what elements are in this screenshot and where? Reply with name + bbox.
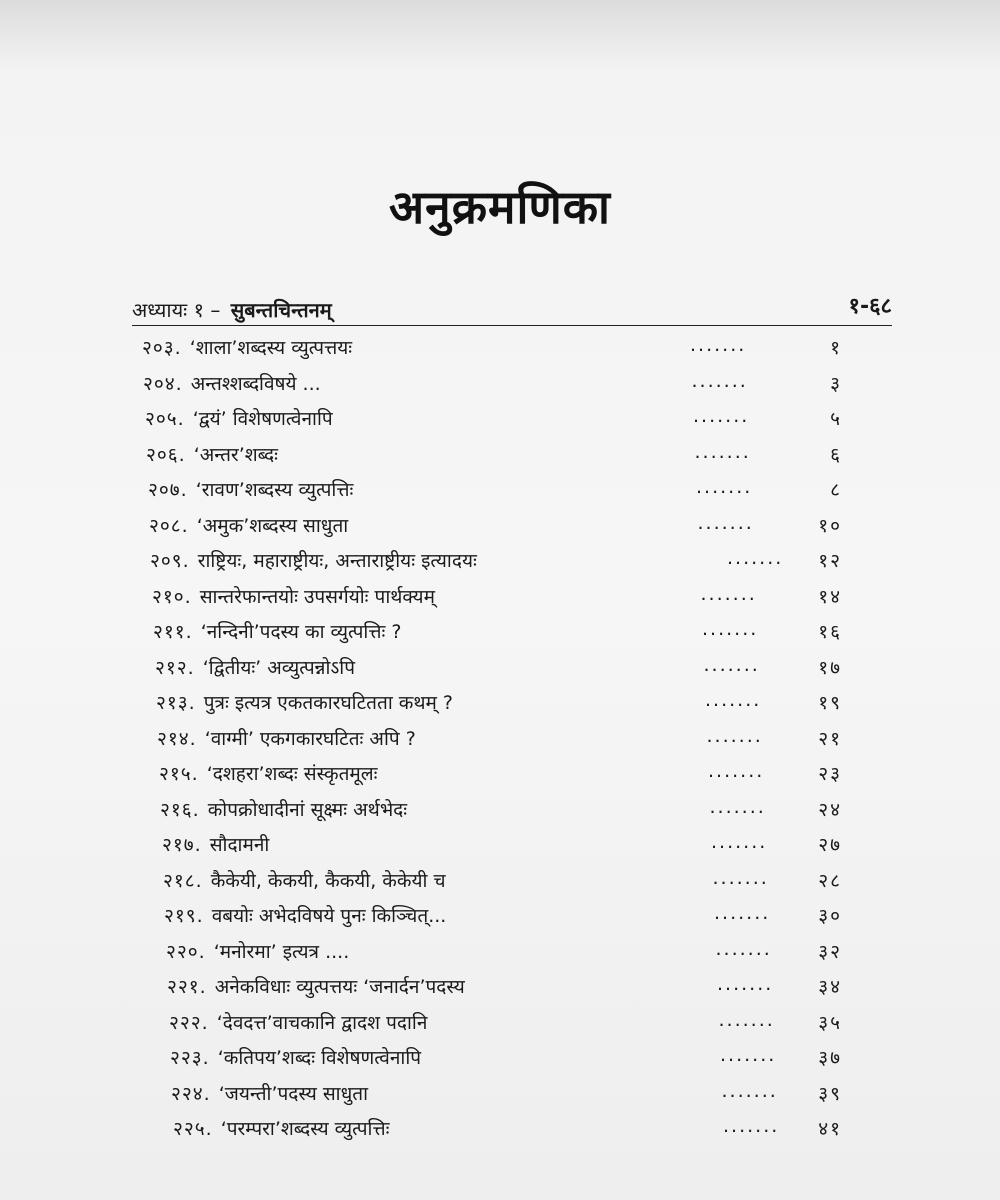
entry-leader-dots: ....... — [715, 937, 772, 960]
toc-entry — [164, 902, 850, 938]
entry-number: २०४. — [143, 372, 183, 395]
entry-number: २२५. — [173, 1118, 213, 1140]
entry-page-number: ६ — [830, 443, 842, 466]
entry-page-number: २४ — [818, 798, 842, 821]
chapter-page-range: १-६८ — [848, 294, 892, 319]
chapter-underline — [132, 325, 892, 326]
entry-page-number: २१ — [818, 727, 842, 750]
entry-title: ‘रावण’शब्दस्य व्युत्पत्तिः — [195, 479, 354, 501]
entry-page-number: १४ — [818, 585, 842, 608]
entry-page-number: ५ — [830, 408, 842, 430]
entry-title: ‘जयन्ती’पदस्य साधुता — [218, 1082, 369, 1105]
entry-number: २१७. — [162, 834, 202, 856]
toc-entry — [159, 760, 850, 796]
toc-entry — [160, 796, 850, 832]
entry-number: २०७. — [148, 479, 188, 501]
entry-title: राष्ट्रियः, महाराष्ट्रीयः, अन्ताराष्ट्रीयः इत्यादयः — [197, 550, 477, 572]
toc-entry — [142, 334, 850, 370]
entry-title: ‘परम्परा’शब्दस्य व्युत्पत्तिः — [220, 1118, 390, 1140]
entry-number: २०३. — [142, 337, 182, 359]
entry-leader-dots: ....... — [693, 405, 750, 427]
entry-leader-dots: ....... — [721, 1079, 778, 1102]
entry-number: २०५. — [145, 408, 185, 430]
toc-entry — [148, 476, 850, 512]
entry-number: २१५. — [159, 763, 199, 785]
entry-number: २१८. — [163, 869, 203, 892]
entry-number: २११. — [153, 621, 193, 643]
entry-number: २२४. — [171, 1082, 211, 1105]
toc-entry — [143, 370, 850, 406]
entry-page-number: ३७ — [818, 1047, 842, 1069]
entry-leader-dots: ....... — [705, 689, 762, 711]
toc-entry — [146, 441, 850, 477]
entry-number: २१६. — [160, 798, 200, 821]
entry-leader-dots: ....... — [720, 1044, 777, 1066]
entry-number: २१२. — [155, 656, 195, 679]
chapter-heading — [132, 296, 892, 332]
entry-title: कोपक्रोधादीनां सूक्ष्मः अर्थभेदः — [207, 798, 408, 821]
entry-leader-dots: ....... — [723, 1115, 780, 1137]
entry-page-number: ३० — [818, 905, 842, 927]
toc-entry — [149, 512, 850, 548]
toc-entry — [145, 405, 850, 441]
toc-entry — [163, 867, 850, 903]
chapter-label-group — [132, 296, 332, 323]
entry-page-number: ८ — [830, 479, 842, 501]
entry-leader-dots: ....... — [718, 1008, 775, 1031]
entry-leader-dots: ....... — [696, 476, 753, 498]
entry-title: ‘दशहरा’शब्दः संस्कृतमूलः — [206, 763, 378, 785]
chapter-label: अध्यायः १ – — [132, 298, 221, 322]
entry-title: ‘वाग्मी’ एकगकारघटितः अपि ? — [204, 727, 416, 750]
page-title: अनुक्रमणिका — [389, 180, 611, 234]
entry-leader-dots: ....... — [700, 582, 757, 605]
entry-page-number: ३४ — [818, 976, 842, 998]
entry-title: ‘द्वयं’ विशेषणत्वेनापि — [192, 408, 333, 430]
entry-number: २१०. — [152, 585, 192, 608]
entry-page-number: २७ — [818, 834, 842, 856]
toc-entry — [152, 583, 850, 619]
entry-page-number: १२ — [818, 550, 842, 572]
entry-title: ‘मनोरमा’ इत्यत्र .... — [213, 940, 350, 963]
entry-number: २२१. — [167, 976, 207, 998]
toc-entry — [162, 831, 850, 867]
entry-page-number: ३२ — [818, 940, 842, 963]
entry-page-number: २८ — [818, 869, 842, 892]
entry-title: वबयोः अभेदविषये पुनः किञ्चित्... — [211, 905, 447, 927]
entry-title: पुत्रः इत्यत्र एकतकारघटितता कथम् ? — [203, 692, 454, 714]
entry-title: ‘द्वितीयः’ अव्युत्पन्नोऽपि — [202, 656, 355, 679]
entry-number: २२०. — [166, 940, 206, 963]
entry-number: २२३. — [170, 1047, 210, 1069]
entry-number: २०९. — [150, 550, 190, 572]
entry-page-number: १७ — [818, 656, 842, 679]
entry-leader-dots: ....... — [703, 653, 760, 676]
toc-entry — [173, 1115, 850, 1151]
entry-title: सान्तरेफान्तयोः उपसर्गयोः पार्थक्यम् — [199, 585, 435, 608]
entry-number: २१४. — [157, 727, 197, 750]
toc-entry — [150, 547, 850, 583]
entry-leader-dots: ....... — [709, 795, 766, 818]
entry-page-number: ३ — [830, 372, 842, 395]
entry-title: अनेकविधाः व्युत्पत्तयः ‘जनार्दन’पदस्य — [214, 976, 465, 998]
entry-number: २०६. — [146, 443, 186, 466]
toc-entry — [153, 618, 850, 654]
entry-leader-dots: ....... — [708, 760, 765, 782]
entry-page-number: २३ — [818, 763, 842, 785]
entry-title: ‘अमुक’शब्दस्य साधुता — [196, 514, 349, 537]
entry-number: २१९. — [164, 905, 204, 927]
entry-leader-dots: ....... — [702, 618, 759, 640]
entry-leader-dots: ....... — [727, 547, 784, 569]
entry-page-number: ४१ — [818, 1118, 842, 1140]
entry-page-number: १९ — [818, 692, 842, 714]
entry-title: ‘अन्तर’शब्दः — [193, 443, 278, 466]
entry-leader-dots: ....... — [691, 369, 748, 392]
entry-title: सौदामनी — [209, 834, 270, 856]
entry-title: अन्तश्शब्दविषये ... — [190, 372, 321, 395]
entry-title: ‘शाला’शब्दस्य व्युत्पत्तयः — [189, 337, 353, 359]
entry-title: कैकेयी, केकयी, कैकयी, केकेयी च — [210, 869, 446, 892]
entry-leader-dots: ....... — [711, 831, 768, 853]
toc-entry — [157, 725, 850, 761]
entry-number: २२२. — [169, 1011, 209, 1034]
entry-title: ‘देवदत्त’वाचकानि द्वादश पदानि — [216, 1011, 428, 1034]
toc-entry — [170, 1044, 850, 1080]
entry-number: २०८. — [149, 514, 189, 537]
entry-page-number: १ — [830, 337, 842, 359]
toc-entry — [156, 689, 850, 725]
toc-entry — [155, 654, 850, 690]
entry-page-number: ३९ — [818, 1082, 842, 1105]
entry-page-number: १० — [818, 514, 842, 537]
chapter-name: सुबन्तचिन्तनम् — [230, 298, 332, 322]
toc-entry — [169, 1009, 850, 1045]
entry-leader-dots: ....... — [712, 866, 769, 889]
entry-leader-dots: ....... — [714, 902, 771, 924]
toc-entry — [171, 1080, 850, 1116]
entry-page-number: १६ — [818, 621, 842, 643]
toc-entry — [167, 973, 850, 1009]
entry-page-number: ३५ — [818, 1011, 842, 1034]
entry-leader-dots: ....... — [717, 973, 774, 995]
entry-title: ‘नन्दिनी’पदस्य का व्युत्पत्तिः ? — [200, 621, 402, 643]
entry-leader-dots: ....... — [690, 334, 747, 356]
entry-title: ‘कतिपय’शब्दः विशेषणत्वेनापि — [217, 1047, 422, 1069]
entry-leader-dots: ....... — [706, 724, 763, 747]
entry-leader-dots: ....... — [694, 440, 751, 463]
entry-number: २१३. — [156, 692, 196, 714]
toc-entry — [166, 938, 850, 974]
entry-leader-dots: ....... — [697, 511, 754, 534]
